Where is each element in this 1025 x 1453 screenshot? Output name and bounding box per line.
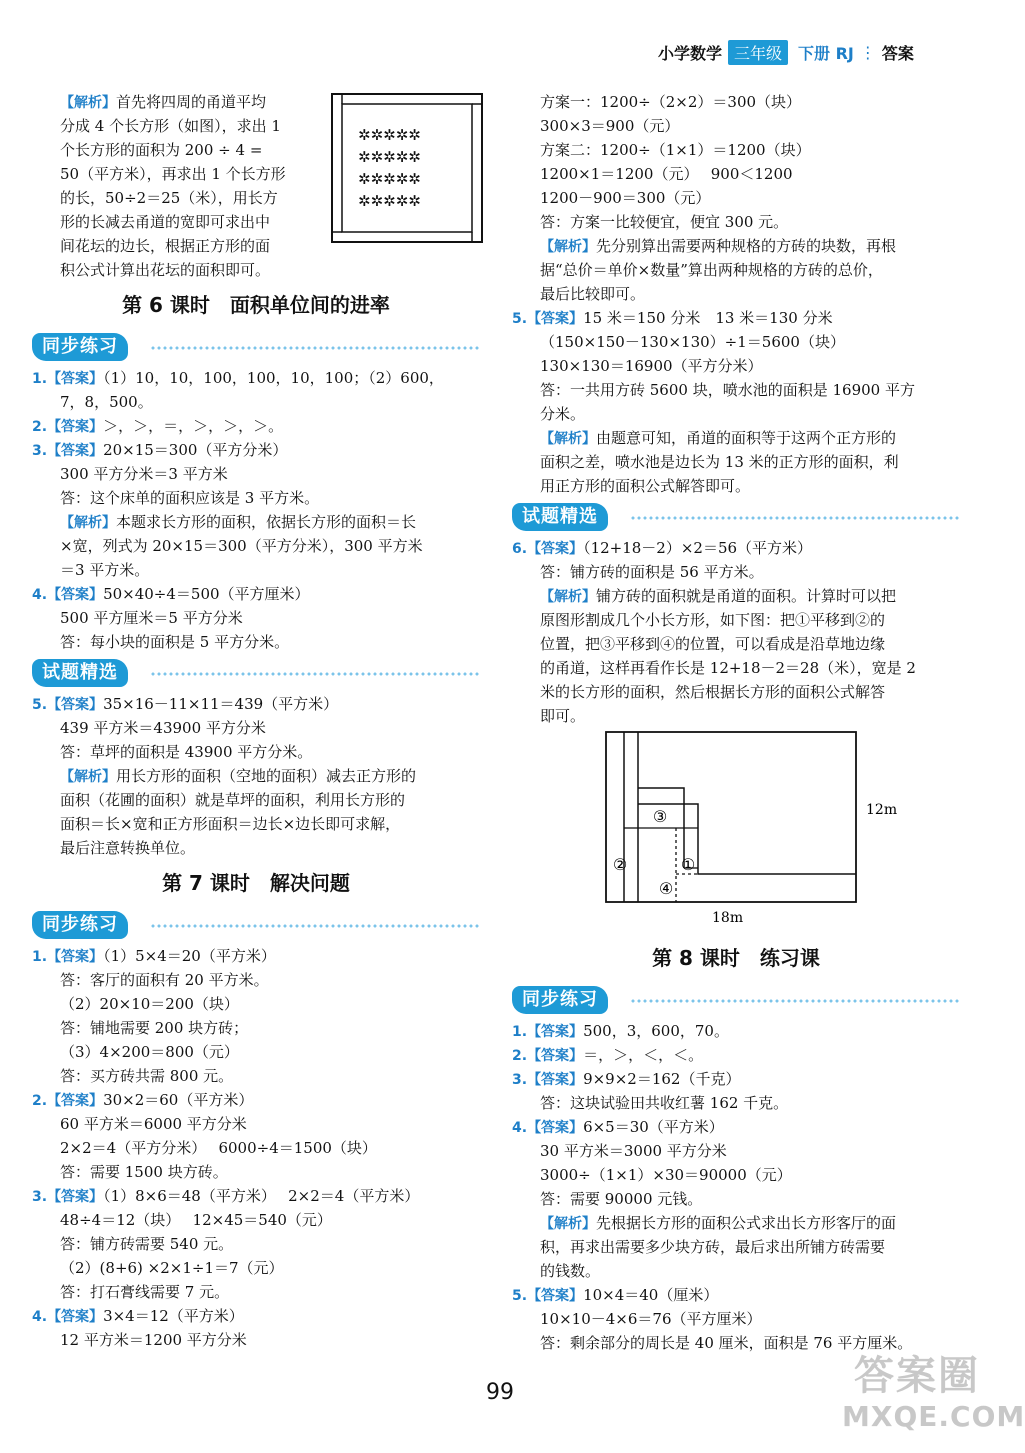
svg-text:✲✲✲✲✲: ✲✲✲✲✲	[358, 148, 421, 166]
l7-q4: 4.【答案】3×4＝12（平方米） 12 平方米＝1200 平方分米	[32, 1307, 247, 1349]
l8-q1: 1.【答案】500，3，600，70。	[512, 1022, 729, 1040]
header-grade-badge: 三年级	[728, 40, 788, 65]
r-q5: 5.【答案】15 米＝150 分米 13 米＝130 分米 （150×150－130×130）÷1＝5600（块） 130×130＝16900（平方分米） 答：一共用方砖 5600 块，喷水池的面积是 16900 平方 分米。 【解析】由题意可知，甬道的面积等于这两个正方形的 面积之差，喷水池是边长为 13 米的正方形的面积，利 用正方形的面积公式解答即可。	[512, 309, 915, 495]
lesson-7-title: 第 7 课时 解决问题	[162, 871, 350, 895]
label-1: ①	[680, 855, 696, 874]
lawn-path-figure	[600, 728, 900, 928]
header-answers: 答案	[881, 43, 914, 63]
l8-q3: 3.【答案】9×9×2＝162（千克） 答：这块试验田共收红薯 162 千克。	[512, 1070, 789, 1112]
sync-practice-band: 同步练习	[32, 330, 480, 364]
page-number: 99	[486, 1380, 514, 1405]
lesson-6-title: 第 6 课时 面积单位间的进率	[122, 293, 390, 317]
l7-q2: 2.【答案】30×2＝60（平方米） 60 平方米＝6000 平方分米 2×2＝4（平方分米） 6000÷4＝1500（块） 答：需要 1500 块方砖。	[32, 1091, 377, 1181]
sync-practice-band-2: 同步练习	[32, 908, 480, 942]
selected-questions-band-2: 试题精选	[512, 500, 960, 534]
label-18m: 18m	[712, 910, 744, 926]
analysis-tag: 【解析】	[60, 95, 116, 111]
sync-q4: 4.【答案】50×40÷4＝500（平方厘米） 500 平方厘米＝5 平方分米 答：每小块的面积是 5 平方分米。	[32, 585, 310, 651]
sync-practice-band-3: 同步练习	[512, 983, 960, 1017]
right-column	[512, 90, 960, 728]
plan-comparison: 方案一：1200÷（2×2）＝300（块） 300×3＝900（元） 方案二：1200÷（1×1）＝1200（块） 1200×1＝1200（元） 900＜1200 1200－900＝300（元） 答：方案一比较便宜，便宜 300 元。 【解析】先分别算出需要两种规格的方砖的块数，再根 据“总价＝单价×数量”算出两种规格的方砖的总价， 最后比较即可。	[540, 93, 897, 303]
left-column	[32, 90, 480, 1352]
sync-q3: 3.【答案】20×15＝300（平方分米） 300 平方分米＝3 平方米 答：这个床单的面积应该是 3 平方米。 【解析】本题求长方形的面积，依据长方形的面积＝长 ×宽，列式为 20×15＝300（平方分米），300 平方米 ＝3 平方米。	[32, 441, 423, 579]
l7-q3: 3.【答案】（1）8×6＝48（平方米） 2×2＝4（平方米） 48÷4＝12（块） 12×45＝540（元） 答：铺方砖需要 540 元。 （2）(8+6) ×2×1÷1＝7（元） 答：打石膏线需要 7 元。	[32, 1187, 420, 1301]
header-separator: ⋮	[859, 42, 876, 62]
label-4: ④	[658, 879, 674, 898]
label-2: ②	[612, 855, 628, 874]
lesson-8-title: 第 8 课时 练习课	[652, 946, 820, 970]
watermark-logo: 答案圈 MXQE.COM	[842, 1353, 1025, 1433]
header-volume: 下册 RJ	[798, 43, 854, 63]
page-header	[658, 40, 914, 64]
l8-q4: 4.【答案】6×5＝30（平方米） 30 平方米＝3000 平方分米 3000÷（1×1）×30＝90000（元） 答：需要 90000 元钱。 【解析】先根据长方形的面积公式求出长方形客厅的面 积，再求出需要多少块方砖，最后求出所铺方砖需要 的钱数。	[512, 1118, 897, 1280]
l8-q5: 5.【答案】10×4＝40（厘米） 10×10－4×6＝76（平方厘米） 答：剩余部分的周长是 40 厘米，面积是 76 平方厘米。	[512, 1286, 913, 1352]
l8-q2: 2.【答案】＝，＞，＜，＜。	[512, 1046, 704, 1064]
sync-q2: 2.【答案】＞，＞，＝，＞，＞，＞。	[32, 417, 284, 435]
intro-analysis: 【解析】首先将四周的甬道平均 分成 4 个长方形（如图），求出 1 个长方形的面积为 200 ÷ 4 = 50（平方米），再求出 1 个长方形 的长，50÷2＝25（米），用长方 形的长减去甬道的宽即可求出中 间花坛的边长，根据正方形的面 积公式计算出花坛的面积即可。	[60, 93, 286, 279]
r-q6: 6.【答案】（12+18－2）×2＝56（平方米） 答：铺方砖的面积是 56 平方米。 【解析】铺方砖的面积就是甬道的面积。计算时可以把 原图形割成几个小长方形，如下图：把①平移到②的 位置，把③平移到④的位置，可以看成是沿草地边缘 的甬道，这样再看作长是 12+18－2＝28（米），宽是 2 米的长方形的面积，然后根据长方形的面积公式解答 即可。	[512, 539, 916, 725]
svg-text:✲✲✲✲✲: ✲✲✲✲✲	[358, 126, 421, 144]
right-column-lower	[512, 935, 960, 1355]
label-12m: 12m	[866, 802, 898, 818]
sync-q1: 1.【答案】（1）10，10，100，100，10，100；（2）600， 7，8，500。	[32, 369, 444, 411]
select-q5: 5.【答案】35×16－11×11＝439（平方米） 439 平方米＝43900 平方分米 答：草坪的面积是 43900 平方分米。 【解析】用长方形的面积（空地的面积）减去正方形的 面积（花圃的面积）就是草坪的面积，利用长方形的 面积＝长×宽和正方形面积＝边长×边长即可求解， 最后注意转换单位。	[32, 695, 417, 857]
selected-questions-band: 试题精选	[32, 656, 480, 690]
svg-text:✲✲✲✲✲: ✲✲✲✲✲	[358, 192, 421, 210]
header-subject: 小学数学	[658, 43, 723, 63]
svg-text:✲✲✲✲✲: ✲✲✲✲✲	[358, 170, 421, 188]
label-3: ③	[652, 807, 668, 826]
l7-q1: 1.【答案】（1）5×4＝20（平方米） 答：客厅的面积有 20 平方米。 （2）20×10＝200（块） 答：铺地需要 200 块方砖； （3）4×200＝800（元） 答：买方砖共需 800 元。	[32, 947, 276, 1085]
